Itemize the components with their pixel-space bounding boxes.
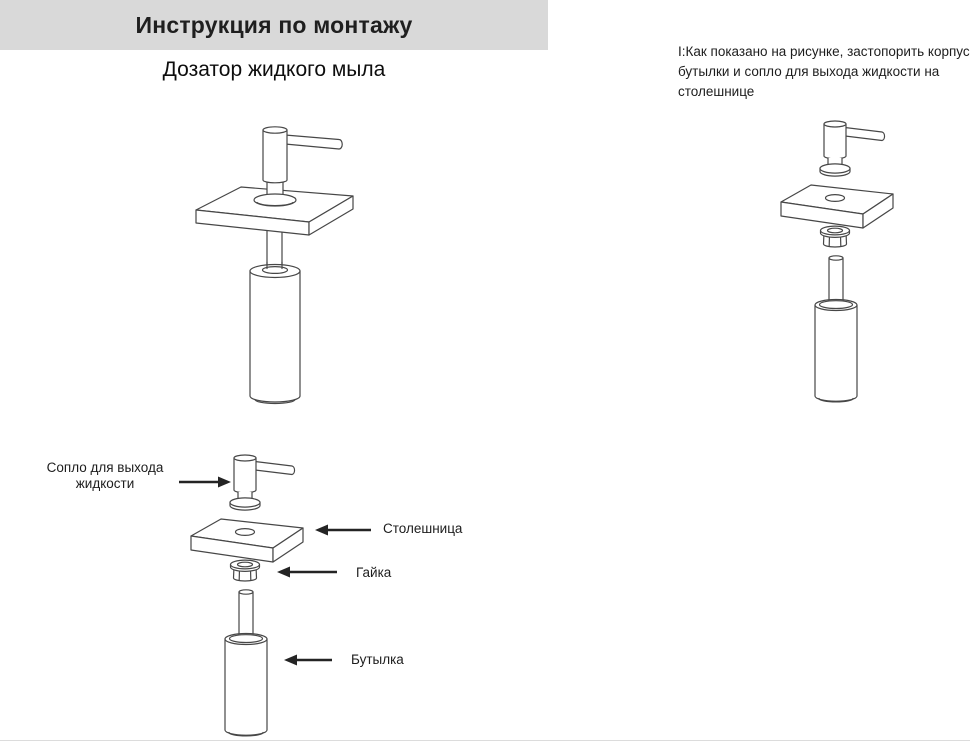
figure-assembled-dispenser	[150, 110, 370, 410]
product-subtitle: Дозатор жидкого мыла	[162, 58, 386, 81]
header-bar	[0, 0, 548, 50]
countertop-callout-arrow	[314, 523, 372, 537]
exploded-view-drawing	[191, 455, 303, 736]
nozzle-label	[38, 460, 172, 492]
figure-exploded-view-left	[188, 452, 308, 741]
instruction-step-text	[678, 42, 970, 102]
nozzle-label-line: Сопло для выхода	[46, 460, 164, 475]
escutcheon-part	[254, 194, 296, 206]
exploded-view-drawing	[781, 121, 893, 402]
page-title: Инструкция по монтажу	[135, 12, 413, 38]
countertop-label: Столешница	[383, 521, 463, 536]
nut-callout-arrow	[276, 565, 338, 579]
nut-label: Гайка	[356, 565, 392, 580]
nozzle-callout-arrow	[178, 475, 232, 489]
bottle-label: Бутылка	[351, 652, 404, 667]
pump-nozzle-part	[263, 127, 342, 183]
figure-exploded-view-right	[778, 118, 898, 410]
instruction-line: столешнице	[678, 84, 755, 99]
instruction-line: бутылки и сопло для выхода жидкости на	[678, 64, 940, 79]
bottle-neck-part	[250, 262, 300, 278]
instruction-line: I:Как показано на рисунке, застопорить корпус	[678, 44, 970, 59]
nozzle-label-line: жидкости	[75, 476, 135, 491]
bottle-part	[250, 271, 300, 404]
bottle-callout-arrow	[283, 653, 333, 667]
